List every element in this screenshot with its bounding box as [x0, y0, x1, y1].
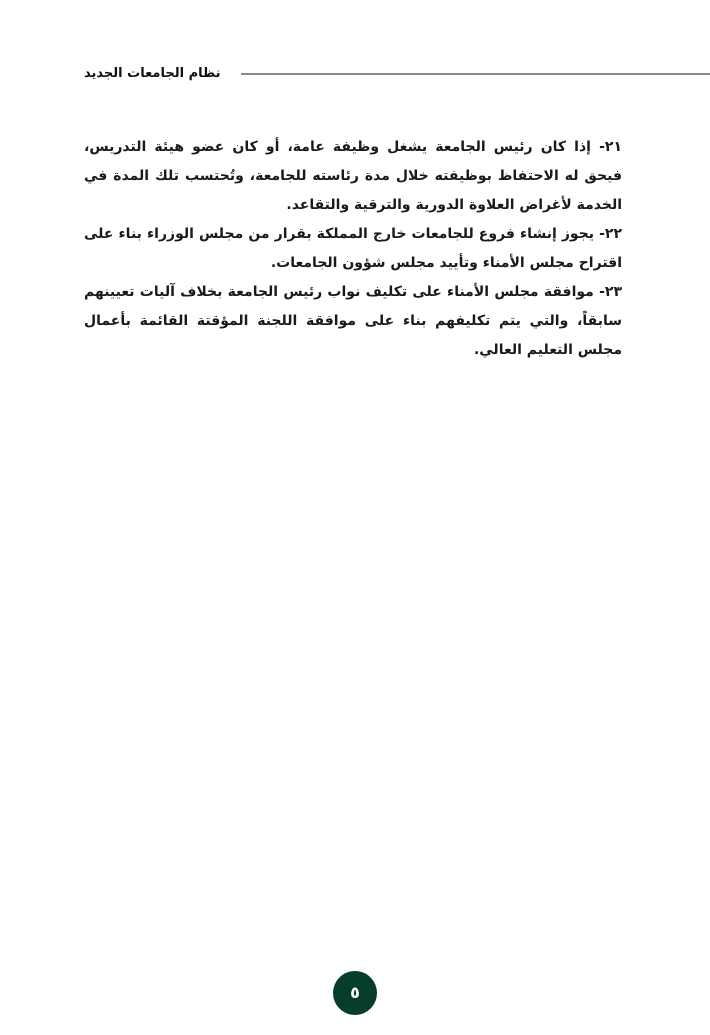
article-21: ٢١- إذا كان رئيس الجامعة يشغل وظيفة عامة، أو كان عضو هيئة التدريس، فيحق له الاحتفاظ بوظيفته خلال مدة رئاسته للجامعة، وتُحتسب تلك المدة في الخدمة لأغراض العلاوة الدورية والترقية والتقاعد. [84, 139, 622, 213]
article-23: ٢٣- موافقة مجلس الأمناء على تكليف نواب رئيس الجامعة بخلاف آليات تعيينهم سابقاً، والتي يتم تكليفهم بناء على موافقة اللجنة المؤقتة القائمة بأعمال مجلس التعليم العالي. [84, 284, 622, 358]
page-header [84, 62, 710, 86]
running-title: نظام الجامعات الجديد [84, 62, 241, 86]
article-22: ٢٢- يجوز إنشاء فروع للجامعات خارج المملكة بقرار من مجلس الوزراء بناء على اقتراح مجلس الأمناء وتأييد مجلس شؤون الجامعات. [84, 226, 622, 271]
body-text [84, 133, 622, 365]
page-number-badge: ٥ [333, 971, 377, 1015]
